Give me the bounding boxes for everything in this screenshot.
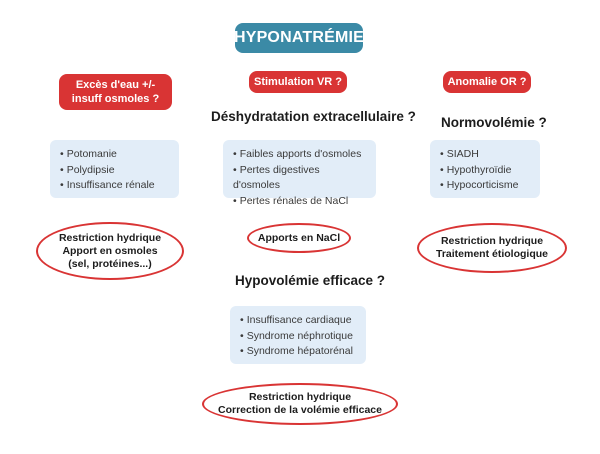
cause-or-anomaly: Anomalie OR ? (443, 71, 531, 93)
heading-hypovolemia: Hypovolémie efficace ? (235, 273, 386, 288)
info-box-right (430, 140, 540, 198)
treatment-oval-left: Restriction hydrique Apport en osmoles (sel, protéines...) (36, 222, 184, 280)
info-box-left (50, 140, 179, 198)
list-item: • Hypocorticisme (440, 178, 530, 194)
heading-dehydration: Déshydratation extracellulaire ? (211, 109, 416, 124)
list-item: • Pertes rénales de NaCl (233, 194, 366, 210)
list-item: • SIADH (440, 147, 530, 163)
list-item: • Polydipsie (60, 163, 169, 179)
list-item: • Hypothyroïdie (440, 163, 530, 179)
info-box-hypovolemia (230, 306, 366, 364)
list-item: • Insuffisance rénale (60, 178, 169, 194)
treatment-oval-middle: Apports en NaCl (247, 223, 351, 253)
treatment-oval-right: Restriction hydrique Traitement étiologique (417, 223, 567, 273)
list-item: • Faibles apports d'osmoles (233, 147, 366, 163)
list-item: • Syndrome hépatorénal (240, 344, 356, 360)
heading-normovolemia: Normovolémie ? (441, 115, 547, 130)
diagram-title: HYPONATRÉMIE (235, 23, 363, 53)
info-box-middle (223, 140, 376, 207)
list-item: • Syndrome néphrotique (240, 329, 356, 345)
treatment-oval-bottom: Restriction hydrique Correction de la volémie efficace (202, 383, 398, 425)
list-item: • Potomanie (60, 147, 169, 163)
list-item: • Insuffisance cardiaque (240, 313, 356, 329)
cause-excess-water: Excès d'eau +/- insuff osmoles ? (59, 74, 172, 110)
list-item: • Pertes digestives d'osmoles (233, 163, 366, 194)
cause-vr-stimulation: Stimulation VR ? (249, 71, 347, 93)
